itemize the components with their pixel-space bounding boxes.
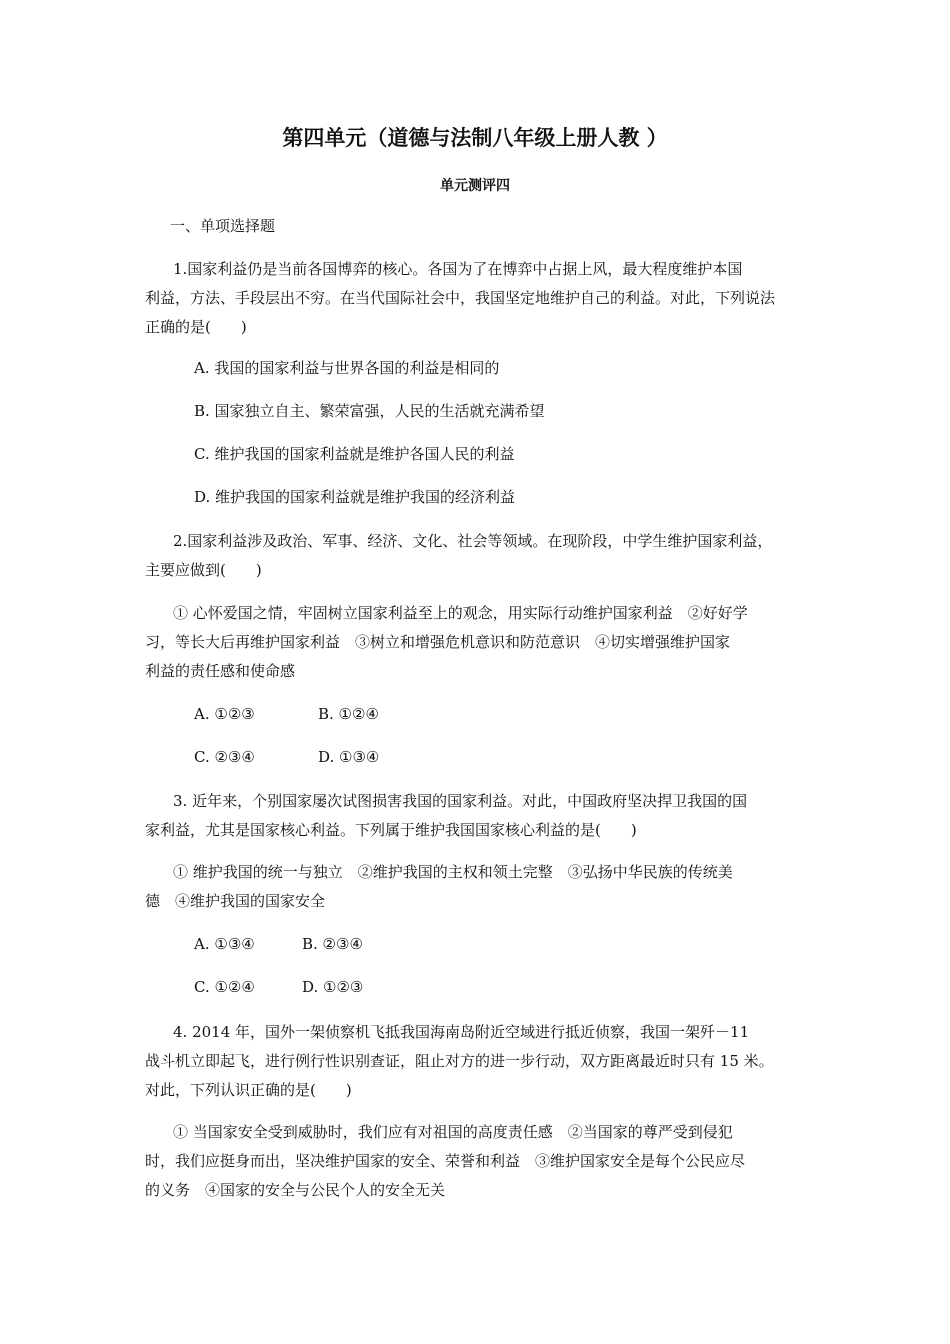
question-2-statements: [145, 599, 815, 686]
question-2-option-c: C. ②③④: [194, 748, 255, 766]
question-1-option-d: D. 维护我国的国家利益就是维护我国的经济利益: [194, 488, 516, 506]
question-4-line: 4. 2014 年，国外一架侦察机飞抵我国海南岛附近空域进行抵近侦察，我国一架歼－11: [173, 1023, 750, 1041]
question-4-statement-line: ① 当国家安全受到威胁时，我们应有对祖国的高度责任感 ②当国家的尊严受到侵犯: [173, 1123, 733, 1141]
question-3-option-d: D. ①②③: [302, 978, 364, 996]
question-3-stem: [145, 787, 815, 845]
question-1-line: 利益，方法、手段层出不穷。在当代国际社会中，我国坚定地维护自己的利益。对此，下列说法: [145, 289, 776, 307]
question-2-option-b: B. ①②④: [318, 705, 379, 723]
question-3-option-a: A. ①③④: [194, 935, 255, 953]
question-4-line: 战斗机立即起飞，进行例行性识别查证，阻止对方的进一步行动，双方距离最近时只有 15 米。: [145, 1052, 774, 1070]
question-4-stem: [145, 1018, 815, 1105]
question-4-statement-line: 的义务 ④国家的安全与公民个人的安全无关: [145, 1181, 446, 1199]
question-3-statement-line: ① 维护我国的统一与独立 ②维护我国的主权和领土完整 ③弘扬中华民族的传统美: [173, 863, 733, 881]
question-1-option-c: C. 维护我国的国家利益就是维护各国人民的利益: [194, 445, 515, 463]
question-1-line: 正确的是( ): [145, 318, 247, 336]
question-3-statement-line: 德 ④维护我国的国家安全: [145, 892, 326, 910]
question-3-line: 3. 近年来，个别国家屡次试图损害我国的国家利益。对此，中国政府坚决捍卫我国的国: [173, 792, 748, 810]
section-heading: 一、单项选择题: [170, 217, 276, 235]
question-4-line: 对此，下列认识正确的是( ): [145, 1081, 352, 1099]
question-2-statement-line: ① 心怀爱国之情，牢固树立国家利益至上的观念，用实际行动维护国家利益 ②好好学: [173, 604, 748, 622]
question-2-line: 2.国家利益涉及政治、军事、经济、文化、社会等领域。在现阶段，中学生维护国家利益，: [173, 532, 773, 550]
question-3-statements: [145, 858, 815, 916]
question-3-line: 家利益，尤其是国家核心利益。下列属于维护我国国家核心利益的是( ): [145, 821, 637, 839]
question-2-statement-line: 利益的责任感和使命感: [145, 662, 296, 680]
question-2-option-a: A. ①②③: [194, 705, 255, 723]
question-2-statement-line: 习，等长大后再维护国家利益 ③树立和增强危机意识和防范意识 ④切实增强维护国家: [145, 633, 731, 651]
question-4-statement-line: 时，我们应挺身而出，坚决维护国家的安全、荣誉和利益 ③维护国家安全是每个公民应尽: [145, 1152, 746, 1170]
question-1-option-a: A. 我国的国家利益与世界各国的利益是相同的: [194, 359, 500, 377]
question-3-option-c: C. ①②④: [194, 978, 255, 996]
question-3-option-b: B. ②③④: [302, 935, 363, 953]
question-2-option-d: D. ①③④: [318, 748, 380, 766]
question-2-stem: [145, 527, 815, 585]
question-1-option-b: B. 国家独立自主、繁荣富强，人民的生活就充满希望: [194, 402, 545, 420]
document-subtitle: 单元测评四: [440, 178, 510, 194]
question-2-line: 主要应做到( ): [145, 561, 262, 579]
document-title: 第四单元（道德与法制八年级上册人教 ）: [282, 126, 668, 150]
question-1-line: 1.国家利益仍是当前各国博弈的核心。各国为了在博弈中占据上风，最大程度维护本国: [173, 260, 743, 278]
question-1-stem: [145, 255, 815, 342]
question-4-statements: [145, 1118, 815, 1205]
